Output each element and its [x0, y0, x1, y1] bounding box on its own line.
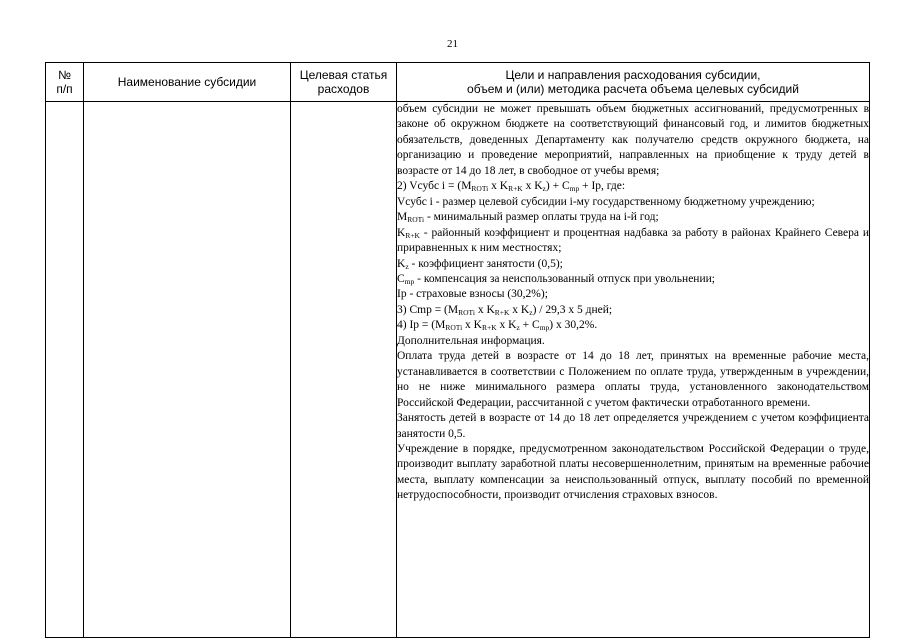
definition-vsubs: Vсубс i - размер целевой субсидии i-му государственному бюджетному учреждению; — [397, 195, 815, 208]
formula-cmp: 3) Cmp = ($M_{ROTi}$ x $K_{R+K}$ x $K_z) / 29,3$ x 5 дней; — [397, 303, 613, 317]
cell-article — [291, 102, 397, 638]
column-header-name — [84, 63, 291, 102]
definition-krk: $K_{R+K}$ - районный коэффициент и процентная надбавка за работу в районах Крайнего Севера и приравненных к ним местностях; — [397, 226, 869, 255]
table-row — [46, 102, 870, 638]
formula-subsidy: 2) Vсубс $i = (M_{ROTi}$ x $K_{R+K}$ x $K_z) + C_{mp} + Ip$, где: — [397, 180, 626, 194]
paragraph-institution: Учреждение в порядке, предусмотренном законодательством Российской Федерации о труде, производит выплату заработной платы несовершеннолетним, принятым на временные рабочие места, выплату компенсации за неиспользованный отпуск, выплату пособий по временной нетрудоспособности, производит отчисления страховых взносов. — [397, 442, 869, 502]
header-number-line2: п/п — [56, 82, 73, 96]
header-article-line2: расходов — [317, 82, 370, 96]
definition-kz: $K_z$ - коэффициент занятости (0,5); — [397, 257, 563, 271]
definition-ip: Ip - страховые взносы (30,2%); — [397, 288, 548, 301]
header-goals-line1: Цели и направления расходования субсидии, — [505, 68, 761, 82]
additional-info-title: Дополнительная информация. — [397, 334, 545, 347]
page-number: 21 — [447, 38, 458, 50]
header-name-text: Наименование субсидии — [117, 75, 257, 89]
definition-cmp: $C_{mp}$ - компенсация за неиспользованный отпуск при увольнении; — [397, 272, 715, 286]
cell-name — [84, 102, 291, 638]
header-article-line1: Целевая статья — [299, 68, 388, 82]
column-header-article — [291, 63, 397, 102]
column-header-number — [46, 63, 84, 102]
paragraph-employment: Занятость детей в возрасте от 14 до 18 лет определяется учреждением с учетом коэффициента занятости 0,5. — [397, 412, 869, 440]
table-header-row — [46, 63, 870, 102]
subsidy-table — [45, 62, 870, 638]
header-number-line1: № — [58, 68, 71, 82]
header-goals-line2: объем и (или) методика расчета объема целевых субсидий — [467, 82, 799, 96]
paragraph-pay: Оплата труда детей в возрасте от 14 до 18 лет, принятых на временные рабочие места, устанавливается в соответствии с Положением по оплате труда, утвержденным в учреждении, но не ниже минимального размера оплаты труда, установленного законодательством Российской Федерации, рассчитанной с учетом фактически отработанного времени. — [397, 350, 869, 409]
cell-goals — [397, 102, 870, 638]
definition-mrot: $M_{ROTi}$ - минимальный размер оплаты труда на i-й год; — [397, 211, 659, 225]
cell-number — [46, 102, 84, 638]
paragraph-volume-limit: объем субсидии не может превышать объем бюджетных ассигнований, предусмотренных в законе об окружном бюджете на соответствующий финансовый год, и лимитов бюджетных обязательств, доведенных Департаменту как получателю средств окружного бюджета, на организацию и проведение мероприятий, направленных на приобщение к труду детей в возрасте от 14 до 18 лет, в свободное от учебы время; — [397, 103, 869, 177]
column-header-goals — [397, 63, 870, 102]
formula-ip: 4) $Ip = (M_{ROTi}$ x $K_{R+K}$ x $K_z + C_{mp}$) x 30,2%. — [397, 319, 598, 333]
